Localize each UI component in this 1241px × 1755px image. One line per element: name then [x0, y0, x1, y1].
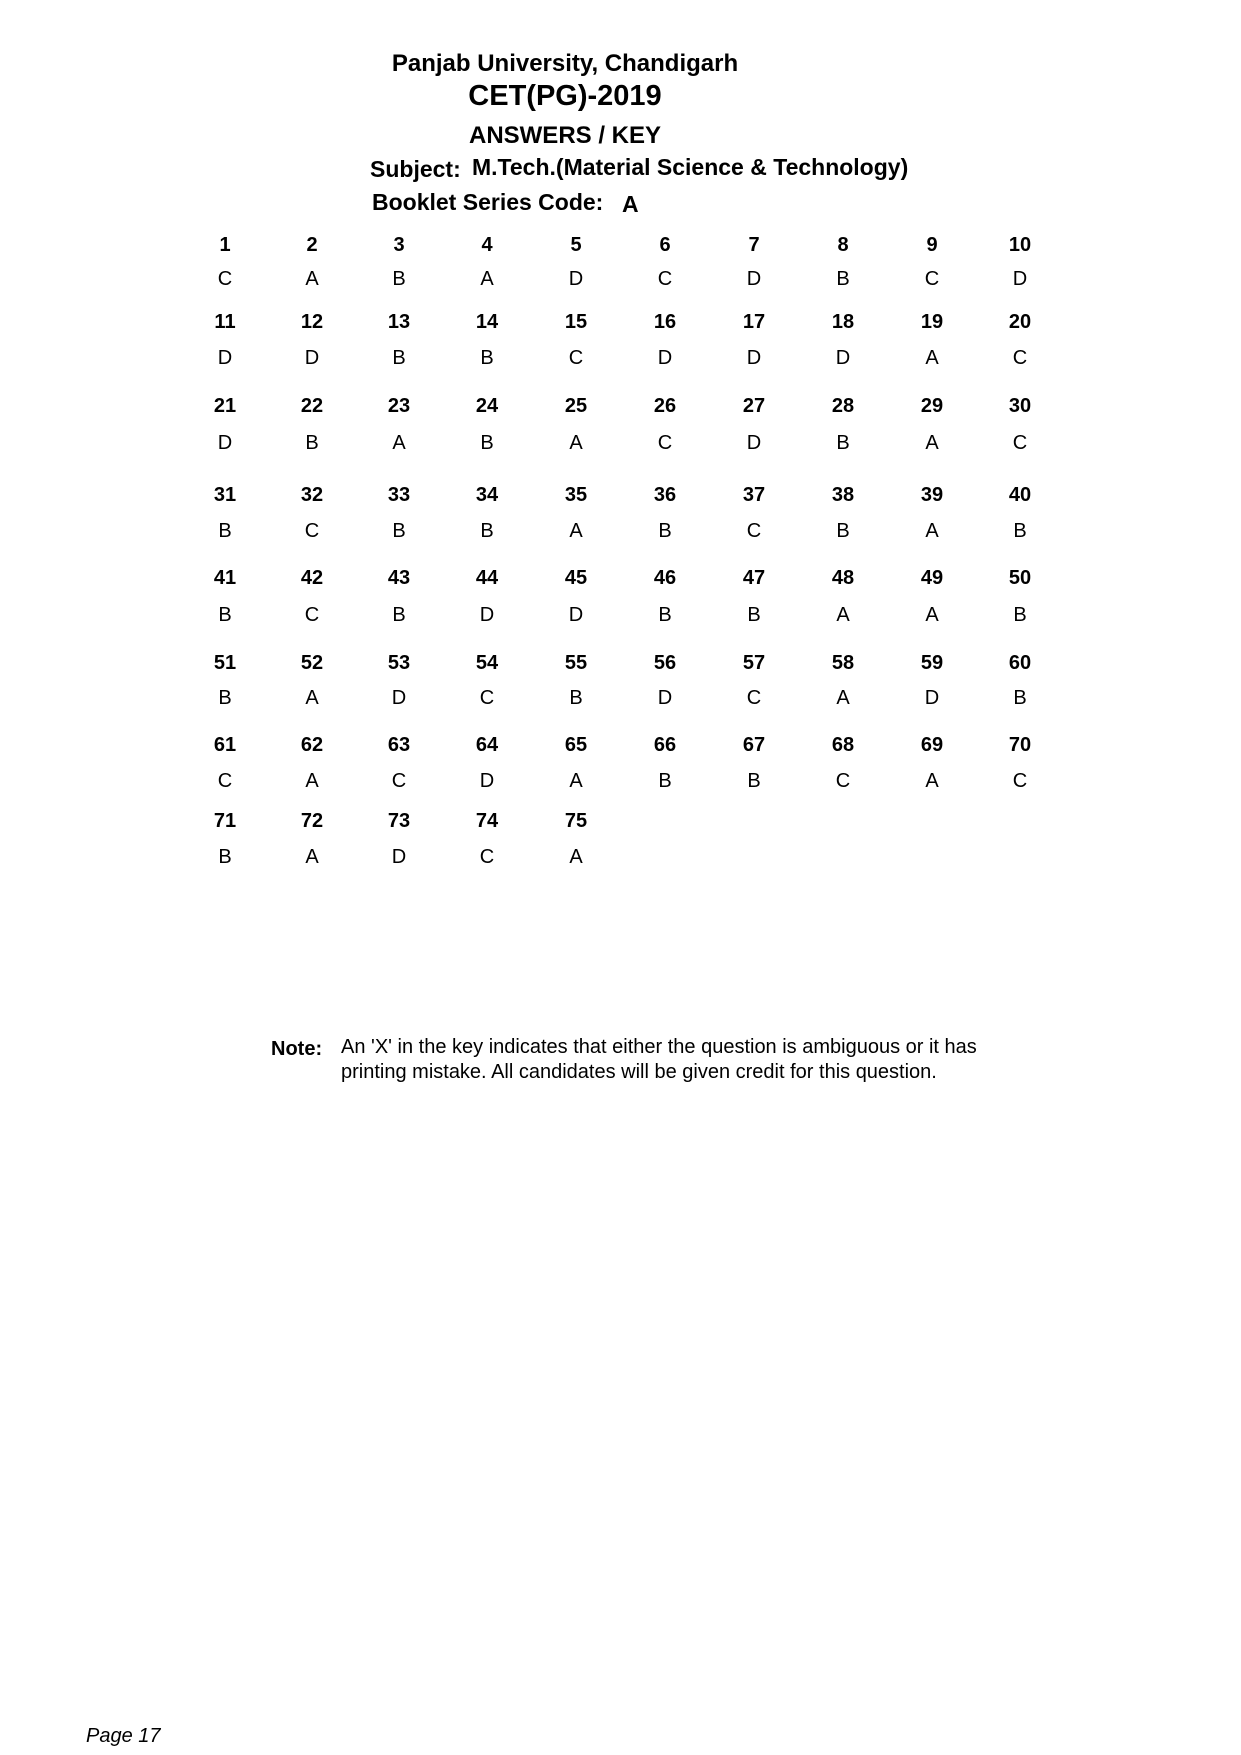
answer-letter: B [569, 687, 583, 709]
answer-letter: A [305, 770, 319, 792]
answer-letter: D [391, 687, 407, 709]
answer-letter: B [658, 520, 672, 542]
answer-letter: C [924, 268, 940, 290]
answer-letter: B [658, 604, 672, 626]
question-number: 48 [831, 567, 855, 589]
answer-letter: A [569, 432, 583, 454]
question-number: 59 [920, 652, 944, 674]
question-number: 5 [570, 234, 582, 256]
answer-letter: C [391, 770, 407, 792]
answer-letter: D [657, 347, 673, 369]
answer-letter: D [479, 604, 495, 626]
answer-letter: B [747, 770, 761, 792]
question-number: 9 [926, 234, 938, 256]
answer-letter: B [218, 687, 232, 709]
question-number: 37 [742, 484, 766, 506]
question-number: 53 [387, 652, 411, 674]
question-number: 75 [564, 810, 588, 832]
answer-letter: B [392, 520, 406, 542]
answer-letter: A [305, 846, 319, 868]
answer-letter: D [568, 268, 584, 290]
question-number: 50 [1008, 567, 1032, 589]
answer-letter: C [217, 268, 233, 290]
question-number: 10 [1008, 234, 1032, 256]
series-code-value: A [622, 191, 639, 217]
question-number: 2 [306, 234, 318, 256]
answer-letter: D [746, 268, 762, 290]
answer-letter: A [569, 846, 583, 868]
question-number: 26 [653, 395, 677, 417]
question-number: 49 [920, 567, 944, 589]
answer-letter: A [480, 268, 494, 290]
question-number: 52 [300, 652, 324, 674]
answer-letter: B [305, 432, 319, 454]
answer-letter: D [217, 432, 233, 454]
answers-key-heading: ANSWERS / KEY [468, 122, 662, 149]
question-number: 17 [742, 311, 766, 333]
answer-letter: B [392, 347, 406, 369]
answer-letter: A [925, 770, 939, 792]
question-number: 33 [387, 484, 411, 506]
question-number: 64 [475, 734, 499, 756]
answer-letter: B [392, 604, 406, 626]
answer-letter: B [747, 604, 761, 626]
question-number: 57 [742, 652, 766, 674]
question-number: 34 [475, 484, 499, 506]
question-number: 58 [831, 652, 855, 674]
answer-letter: C [304, 520, 320, 542]
question-number: 12 [300, 311, 324, 333]
question-number: 71 [213, 810, 237, 832]
answer-letter: A [836, 687, 850, 709]
question-number: 19 [920, 311, 944, 333]
question-number: 22 [300, 395, 324, 417]
question-number: 18 [831, 311, 855, 333]
answer-letter: B [1013, 604, 1027, 626]
answer-letter: A [925, 347, 939, 369]
answer-letter: A [569, 520, 583, 542]
question-number: 25 [564, 395, 588, 417]
question-number: 32 [300, 484, 324, 506]
answer-letter: D [391, 846, 407, 868]
question-number: 66 [653, 734, 677, 756]
question-number: 40 [1008, 484, 1032, 506]
question-number: 68 [831, 734, 855, 756]
question-number: 35 [564, 484, 588, 506]
answer-letter: B [836, 520, 850, 542]
answer-letter: D [1012, 268, 1028, 290]
question-number: 20 [1008, 311, 1032, 333]
question-number: 4 [481, 234, 493, 256]
answer-letter: B [218, 604, 232, 626]
question-number: 13 [387, 311, 411, 333]
answer-letter: D [304, 347, 320, 369]
question-number: 42 [300, 567, 324, 589]
answer-letter: C [835, 770, 851, 792]
answer-letter: D [924, 687, 940, 709]
answer-letter: C [657, 268, 673, 290]
question-number: 56 [653, 652, 677, 674]
question-number: 1 [219, 234, 231, 256]
subject-value: M.Tech.(Material Science & Technology) [472, 154, 909, 180]
answer-letter: A [305, 268, 319, 290]
question-number: 63 [387, 734, 411, 756]
answer-letter: B [836, 268, 850, 290]
answer-letter: D [657, 687, 673, 709]
answer-letter: C [746, 520, 762, 542]
answer-letter: A [925, 604, 939, 626]
question-number: 23 [387, 395, 411, 417]
answer-letter: B [836, 432, 850, 454]
answer-letter: B [480, 432, 494, 454]
answer-letter: D [835, 347, 851, 369]
question-number: 15 [564, 311, 588, 333]
answer-letter: C [568, 347, 584, 369]
question-number: 14 [475, 311, 499, 333]
answer-letter: C [1012, 347, 1028, 369]
question-number: 44 [475, 567, 499, 589]
question-number: 73 [387, 810, 411, 832]
university-title: Panjab University, Chandigarh [391, 50, 739, 77]
answer-letter: A [392, 432, 406, 454]
answer-letter: B [480, 520, 494, 542]
answer-letter: D [217, 347, 233, 369]
answer-letter: C [1012, 770, 1028, 792]
series-code-label: Booklet Series Code: [372, 189, 604, 215]
note-label: Note: [271, 1038, 323, 1060]
question-number: 39 [920, 484, 944, 506]
answer-letter: C [479, 687, 495, 709]
question-number: 72 [300, 810, 324, 832]
page-number: Page 17 [86, 1725, 161, 1747]
question-number: 29 [920, 395, 944, 417]
answer-letter: D [746, 432, 762, 454]
question-number: 16 [653, 311, 677, 333]
answer-letter: C [217, 770, 233, 792]
answer-letter: A [836, 604, 850, 626]
question-number: 51 [213, 652, 237, 674]
question-number: 11 [214, 311, 236, 333]
answer-letter: C [746, 687, 762, 709]
question-number: 46 [653, 567, 677, 589]
question-number: 60 [1008, 652, 1032, 674]
answer-letter: C [1012, 432, 1028, 454]
question-number: 24 [475, 395, 499, 417]
question-number: 27 [742, 395, 766, 417]
question-number: 3 [393, 234, 405, 256]
answer-letter: D [746, 347, 762, 369]
question-number: 8 [837, 234, 849, 256]
answer-letter: D [479, 770, 495, 792]
answer-letter: B [1013, 687, 1027, 709]
question-number: 69 [920, 734, 944, 756]
question-number: 36 [653, 484, 677, 506]
question-number: 28 [831, 395, 855, 417]
answer-letter: B [218, 846, 232, 868]
subject-label: Subject: [370, 156, 461, 182]
answer-letter: C [479, 846, 495, 868]
question-number: 38 [831, 484, 855, 506]
answer-letter: B [658, 770, 672, 792]
exam-title: CET(PG)-2019 [468, 80, 662, 112]
answer-letter: B [392, 268, 406, 290]
question-number: 7 [748, 234, 760, 256]
answer-letter: B [218, 520, 232, 542]
question-number: 74 [475, 810, 499, 832]
question-number: 70 [1008, 734, 1032, 756]
answer-letter: C [304, 604, 320, 626]
question-number: 45 [564, 567, 588, 589]
question-number: 65 [564, 734, 588, 756]
answer-letter: A [569, 770, 583, 792]
answer-letter: B [480, 347, 494, 369]
note-text: An 'X' in the key indicates that either the question is ambiguous or it has printing mistake. All candidates will be given credit for this question. [341, 1036, 977, 1083]
answer-letter: A [925, 520, 939, 542]
question-number: 31 [213, 484, 237, 506]
question-number: 54 [475, 652, 499, 674]
question-number: 41 [213, 567, 237, 589]
answer-letter: C [657, 432, 673, 454]
question-number: 30 [1008, 395, 1032, 417]
question-number: 62 [300, 734, 324, 756]
question-number: 21 [213, 395, 237, 417]
question-number: 61 [213, 734, 237, 756]
answer-letter: B [1013, 520, 1027, 542]
question-number: 43 [387, 567, 411, 589]
answer-letter: D [568, 604, 584, 626]
question-number: 67 [742, 734, 766, 756]
question-number: 6 [659, 234, 671, 256]
answer-letter: A [305, 687, 319, 709]
question-number: 55 [564, 652, 588, 674]
answer-letter: A [925, 432, 939, 454]
question-number: 47 [742, 567, 766, 589]
